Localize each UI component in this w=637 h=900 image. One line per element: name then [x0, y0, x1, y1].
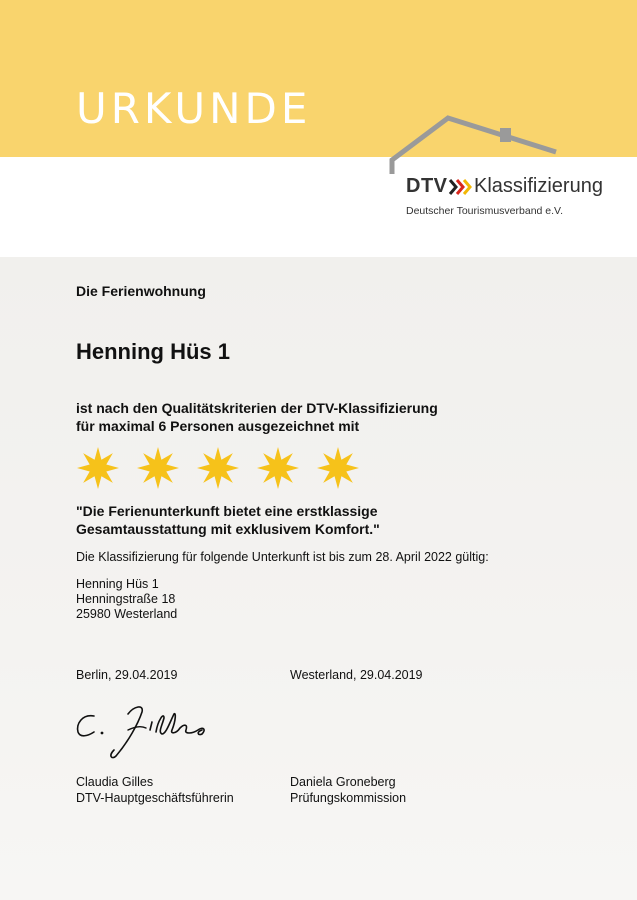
address-block: [76, 577, 177, 622]
signer-right-name: Daniela Groneberg: [290, 775, 396, 789]
star-icon: [197, 447, 239, 489]
place-date-right: Westerland, 29.04.2019: [290, 668, 423, 682]
dtv-logo: [388, 114, 608, 224]
accommodation-type: Die Ferienwohnung: [76, 283, 206, 299]
rating-quote: [76, 502, 380, 538]
handwritten-signature: [72, 700, 232, 770]
signer-left-name: Claudia Gilles: [76, 775, 154, 789]
star-icon: [317, 447, 359, 489]
signer-left: [76, 774, 234, 806]
signer-left-role: DTV-Hauptgeschäftsführerin: [76, 791, 234, 805]
property-name: Henning Hüs 1: [76, 339, 231, 364]
quote-line-1: "Die Ferienunterkunft bietet eine erstklassige: [76, 503, 378, 519]
address-city: 25980 Westerland: [76, 607, 178, 621]
star-icon: [77, 447, 119, 489]
validity-text: Die Klassifizierung für folgende Unterkunft ist bis zum 28. April 2022 gültig:: [76, 550, 489, 564]
logo-brand: DTV: [406, 175, 448, 197]
german-chevrons-icon: [448, 177, 472, 197]
document-title: URKUNDE: [76, 84, 312, 133]
place-date-left: Berlin, 29.04.2019: [76, 668, 178, 682]
address-name: Henning Hüs 1: [76, 577, 159, 591]
quote-line-2: Gesamtausstattung mit exklusivem Komfort.": [76, 521, 380, 537]
signer-right: [290, 774, 406, 806]
logo-org: Deutscher Tourismusverband e.V.: [406, 205, 564, 217]
star-rating: [76, 445, 376, 491]
signer-right-role: Prüfungskommission: [290, 791, 407, 805]
criteria-line-2: für maximal 6 Personen ausgezeichnet mit: [76, 418, 360, 434]
criteria-line-1: ist nach den Qualitätskriterien der DTV-Klassifizierung: [76, 400, 438, 416]
address-street: Henningstraße 18: [76, 592, 176, 606]
house-roof-icon: [388, 114, 608, 184]
star-icon: [137, 447, 179, 489]
star-icon: [257, 447, 299, 489]
logo-product: Klassifizierung: [474, 175, 603, 197]
criteria-text: [76, 399, 438, 435]
